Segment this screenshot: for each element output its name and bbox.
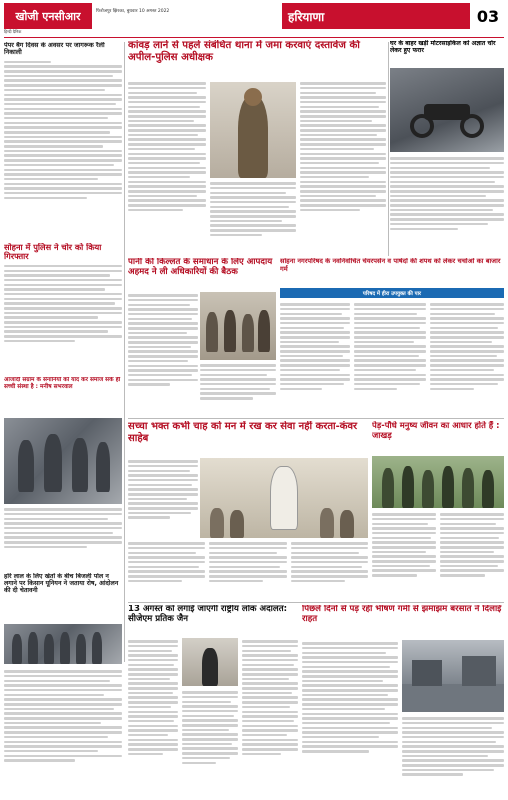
article-rain-relief — [302, 605, 504, 637]
body-text — [4, 65, 122, 199]
article-water-body-1 — [128, 292, 198, 414]
photo — [210, 82, 296, 178]
section-banner — [282, 3, 470, 29]
headline: घर के बाहर खड़ी मोटरसाइकिल को अज्ञात चोर लेकर हुए फरार — [390, 40, 496, 55]
headline: पेपर बैग दिवस के अवसर पर जागरूक रैली निकाली — [4, 42, 105, 57]
article-rain-body-2 — [402, 715, 504, 796]
headline: पानी की किल्लत के समाधान के लिए आपदाय अहमद ने ली अधिकारियों की बैठक — [128, 258, 273, 277]
article-sohna-council — [280, 258, 504, 286]
photo-officer — [210, 82, 296, 178]
photo — [200, 458, 368, 538]
headline: कांवड़ लाने से पहले संबंधित थाना में जमा करवाएं दस्तावेज की अपील-पुलिस अधीक्षक — [128, 40, 360, 64]
article-true-devotee — [128, 421, 368, 455]
article-sohna-thief — [4, 243, 122, 375]
article-kanwar-body-3 — [300, 80, 386, 256]
article-water-shortage — [128, 258, 276, 288]
article-devotee-body-2 — [128, 540, 368, 598]
council-tag-banner — [280, 288, 504, 298]
page-number: 03 — [476, 6, 500, 26]
photo — [182, 638, 238, 686]
masthead — [0, 0, 508, 38]
photo — [200, 292, 276, 360]
article-adalat-body-1 — [128, 638, 178, 796]
headline: 13 अगस्त को लगाई जाएगी राष्ट्रीय लोक अदालत: सीजेएम प्रतिक जैन — [128, 605, 288, 624]
photo — [390, 68, 504, 152]
photo-event — [4, 418, 122, 504]
article-council-body-1 — [280, 301, 350, 415]
masthead-rule — [4, 37, 504, 38]
headline: पिछले दिनों से पड़ रही भीषण गर्मी से झमाझम बरसात ने दिलाई राहत — [302, 605, 502, 624]
article-kanwar-body-2 — [210, 180, 296, 256]
byline-placeholder — [4, 61, 51, 64]
article-water-body-2 — [200, 362, 276, 414]
brand-logo — [4, 3, 92, 29]
headline: सोहना में पुलिस ने चोर को किया गिरफ्तार — [4, 243, 102, 262]
body-text — [4, 265, 122, 343]
article-freedom-fighters — [4, 377, 122, 417]
tag-text: परिषद में हीरा उपयुक्त की पार — [362, 291, 422, 297]
headline: सोहना नगरपरिषद के नवनिर्वाचित चेयरपर्सन व पार्षदों की शपथ को लेकर चर्चाओं का बाजार गर्म — [280, 258, 501, 273]
headline: हरि लाल के लिए खेतों के बीच बिजली पोल न लगाने पर किसान यूनियन ने जताया रोष, आंदोलन की दी चेतावनी — [4, 573, 119, 595]
article-devotee-body-1 — [128, 458, 198, 538]
brand-subtitle: हिन्दी दैनिक — [4, 29, 22, 34]
article-motorcycle-theft — [390, 40, 504, 66]
article-trees-body — [372, 511, 504, 599]
photo — [372, 456, 504, 508]
column-divider — [388, 42, 389, 256]
photo-plantation — [372, 456, 504, 508]
article-council-body-2 — [354, 301, 426, 415]
page-number-box — [472, 3, 504, 29]
photo — [4, 418, 122, 504]
photo — [402, 640, 504, 712]
photo — [4, 624, 122, 664]
article-adalat-body-3 — [242, 638, 298, 796]
article-rain-body-1 — [302, 640, 398, 796]
article-motorcycle-body — [390, 155, 504, 255]
article-bottom-left-text — [4, 668, 122, 796]
photo-judge — [182, 638, 238, 686]
photo-rain — [402, 640, 504, 712]
row-divider — [128, 418, 504, 419]
edition-line: फिरोजपुर झिरका, बुधवार 10 अगस्त 2022 — [96, 9, 170, 14]
article-council-body-3 — [430, 301, 504, 415]
article-lok-adalat — [128, 605, 298, 635]
brand-name: खोजी एनसीआर — [15, 9, 81, 23]
column-divider — [124, 42, 125, 662]
photo-motorcycle — [390, 68, 504, 152]
headline: आजादी संग्राम के सेनानियों को याद कर समाज सकें ही सच्ची संस्था है : मनीष सभरवाल — [4, 377, 121, 390]
article-paper-bag-day — [4, 42, 122, 240]
photo-farmers — [4, 624, 122, 664]
photo-satsang — [200, 458, 368, 538]
article-kanwar-body-1 — [128, 80, 206, 256]
article-kanwar-documents — [128, 40, 386, 78]
section-name: हरियाणा — [288, 9, 325, 24]
article-farmers-union — [4, 573, 122, 623]
article-adalat-body-2 — [182, 689, 238, 796]
photo-story-text — [4, 506, 122, 572]
row-divider — [128, 602, 504, 603]
article-trees-life — [372, 421, 504, 453]
headline: सच्चा भक्त कभी चाह को मन में रख कर सेवा नहीं करता-कंवर साहेब — [128, 421, 358, 444]
headline: पेड़-पौधे मनुष्य जीवन का आधार होते हैं : जाखड़ — [372, 421, 500, 440]
photo-meeting — [200, 292, 276, 360]
